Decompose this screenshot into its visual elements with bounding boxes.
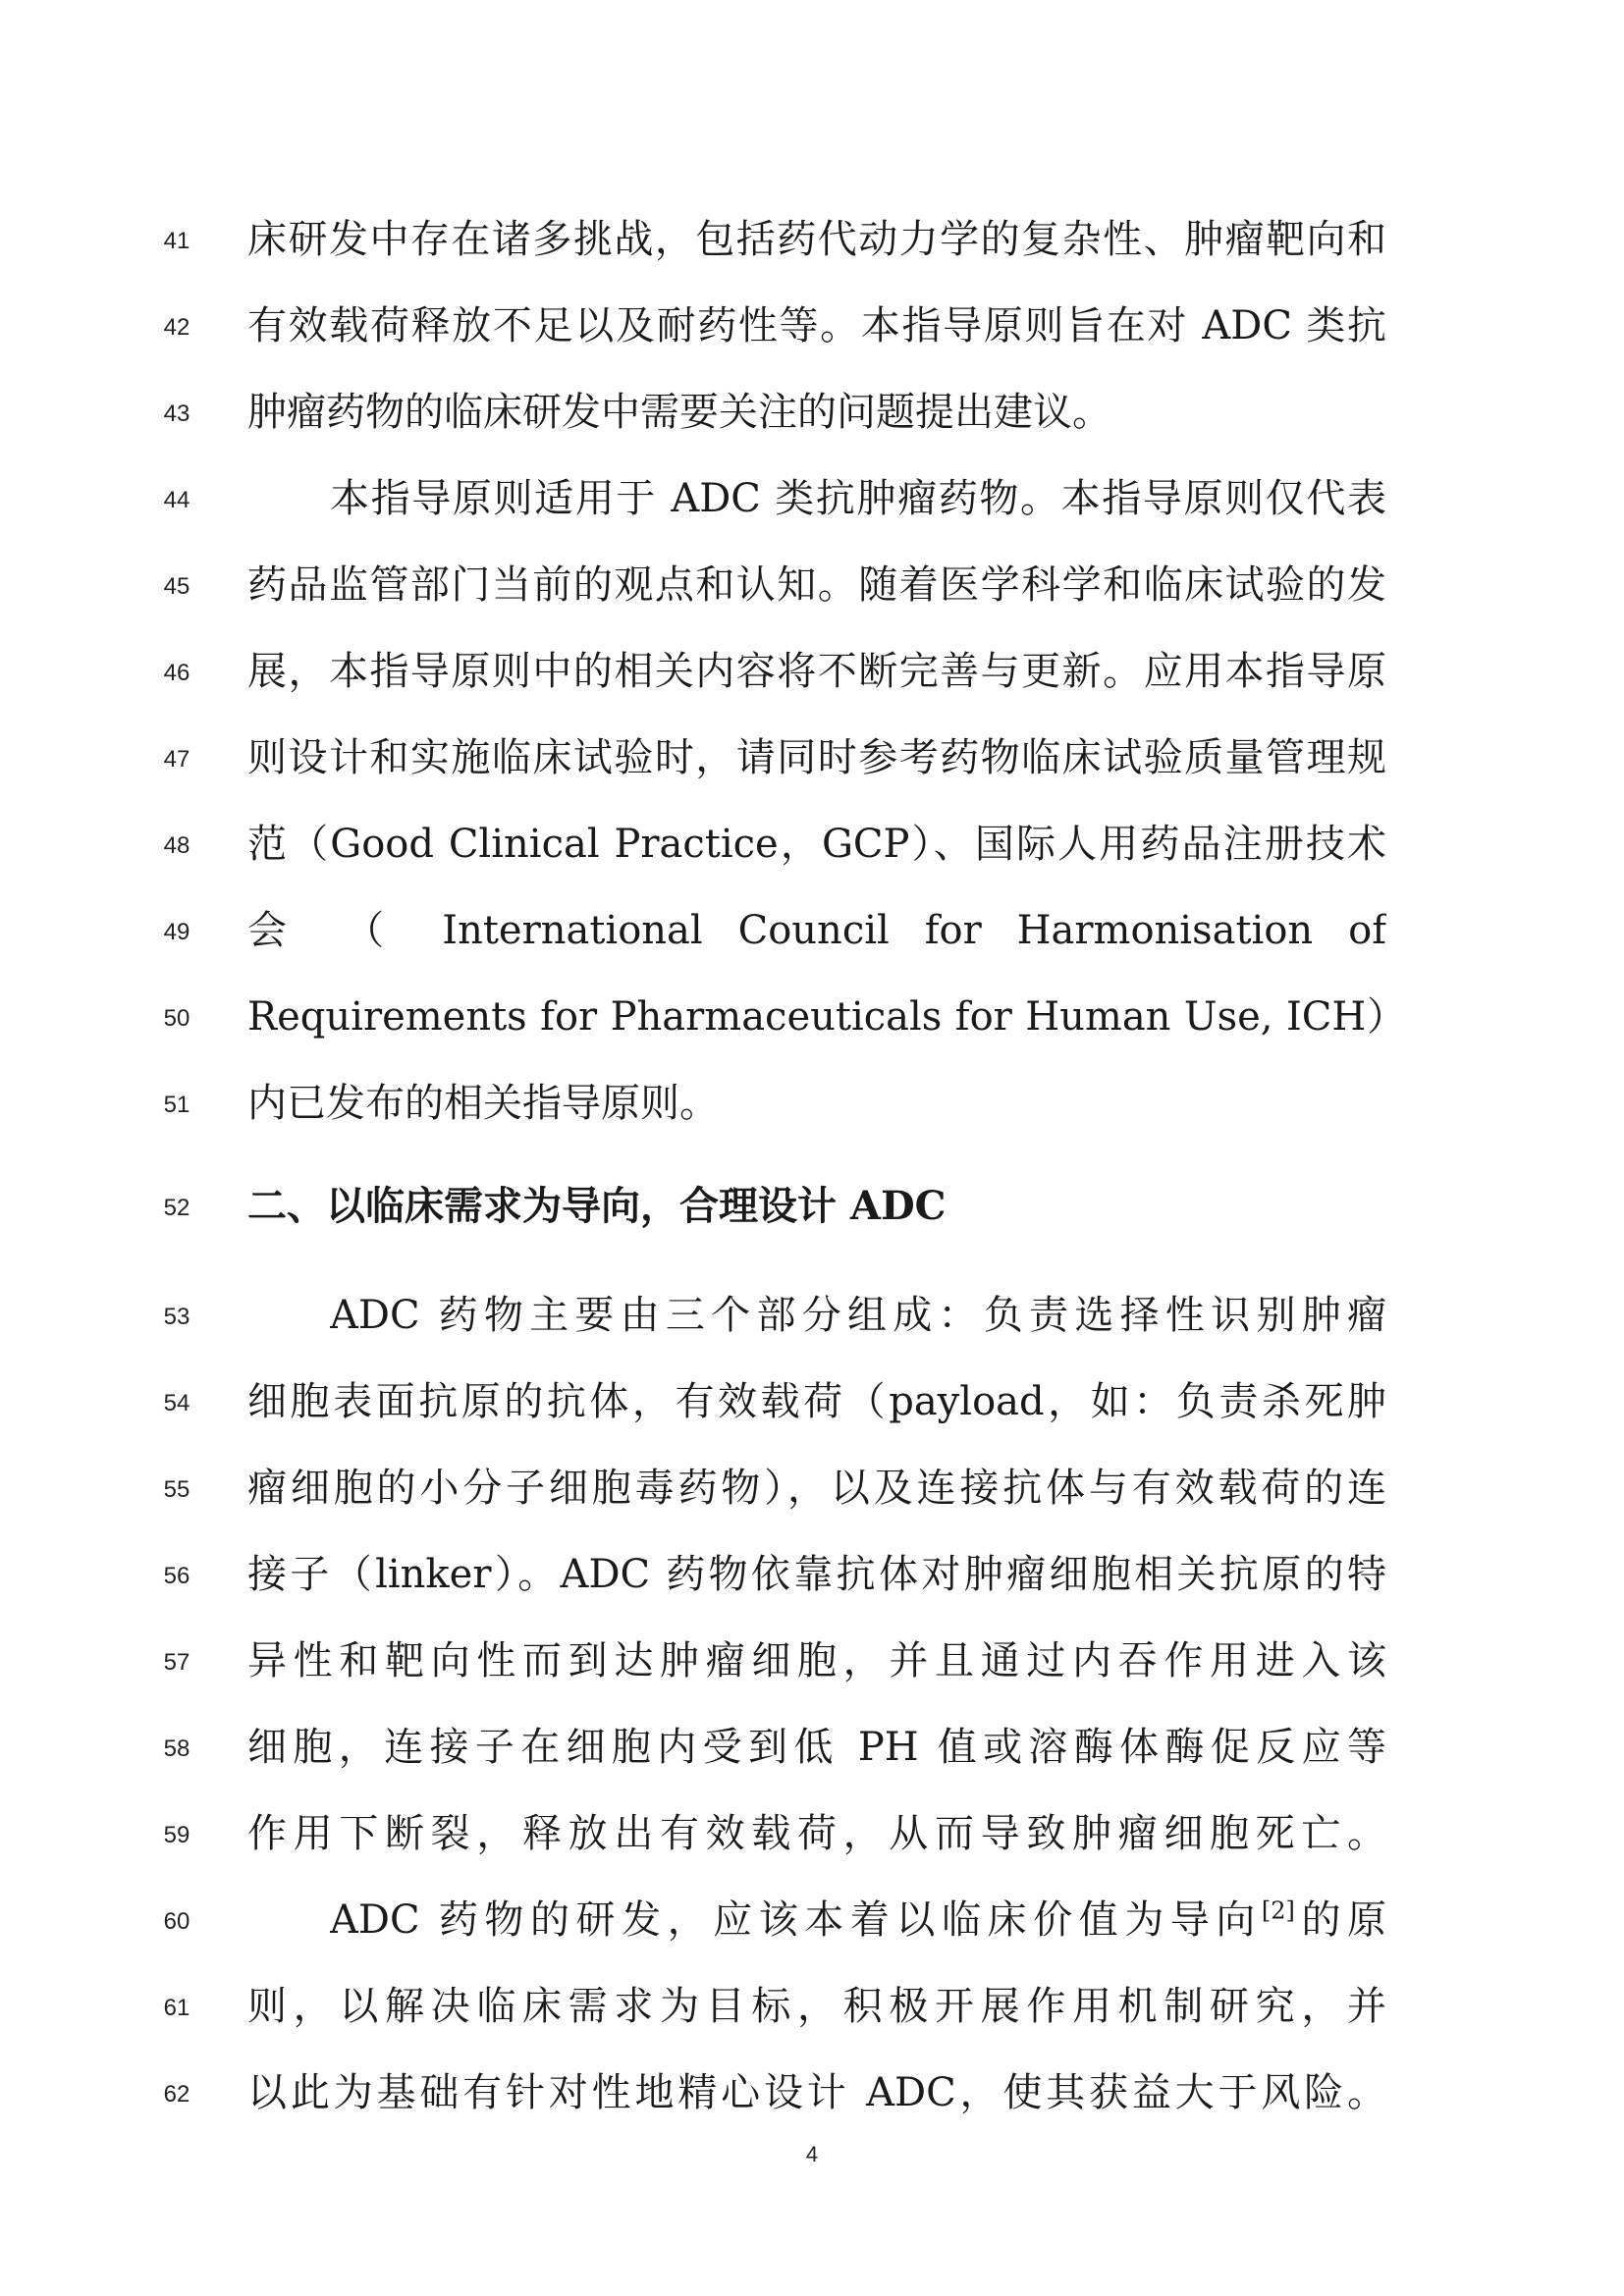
line-number: 50 — [163, 1005, 190, 1032]
line-text-part: ADC 药物的研发，应该本着以临床价值为导向 — [330, 1897, 1262, 1943]
line-number: 58 — [163, 1735, 190, 1762]
text-line — [0, 988, 1624, 1046]
line-number: 61 — [163, 1995, 190, 2021]
line-number: 54 — [163, 1390, 190, 1416]
line-text: 以此为基础有针对性地精心设计 ADC，使其获益大于风险。 — [247, 2070, 1386, 2115]
line-number: 57 — [163, 1649, 190, 1676]
line-text: 展，本指导原则中的相关内容将不断完善与更新。应用本指导原 — [247, 649, 1386, 694]
page-number: 4 — [805, 2142, 819, 2166]
line-text: 床研发中存在诸多挑战，包括药代动力学的复杂性、肿瘤靶向和 — [247, 217, 1386, 262]
text-line — [0, 1804, 1624, 1863]
line-text: 细胞，连接子在细胞内受到低 PH 值或溶酶体酶促反应等 — [247, 1725, 1386, 1770]
line-text: 会 （ International Council for Harmonisation of — [247, 908, 1386, 953]
section-heading-line — [0, 1177, 1624, 1236]
line-number: 55 — [163, 1476, 190, 1503]
line-text-part: 的原 — [1294, 1897, 1386, 1943]
text-line — [0, 1459, 1624, 1518]
text-line — [0, 469, 1624, 528]
line-text: 异性和靶向性而到达肿瘤细胞，并且通过内吞作用进入该 — [247, 1638, 1386, 1683]
line-text: 细胞表面抗原的抗体，有效载荷（payload，如：负责杀死肿 — [247, 1379, 1386, 1424]
line-text: 则，以解决临床需求为目标，积极开展作用机制研究，并 — [247, 1984, 1386, 2029]
line-text: 瘤细胞的小分子细胞毒药物），以及连接抗体与有效载荷的连 — [247, 1466, 1386, 1511]
section-heading: 二、以临床需求为导向，合理设计 ADC — [247, 1183, 947, 1229]
text-line — [0, 210, 1624, 269]
text-line — [0, 642, 1624, 701]
line-text: Requirements for Pharmaceuticals for Human Use, ICH） — [247, 994, 1386, 1040]
line-text: 则设计和实施临床试验时，请同时参考药物临床试验质量管理规 — [247, 735, 1386, 780]
line-number: 44 — [163, 487, 190, 513]
line-number: 59 — [163, 1822, 190, 1848]
text-line — [0, 383, 1624, 442]
line-text: 范（Good Clinical Practice，GCP）、国际人用药品注册技术 — [247, 822, 1386, 867]
line-number: 51 — [163, 1092, 190, 1118]
line-number: 62 — [163, 2081, 190, 2108]
line-number: 52 — [163, 1195, 190, 1221]
text-line — [0, 1286, 1624, 1345]
line-number: 46 — [163, 660, 190, 686]
text-line — [0, 296, 1624, 355]
line-text: 接子（linker）。ADC 药物依靠抗体对肿瘤细胞相关抗原的特 — [247, 1552, 1386, 1597]
text-line — [0, 815, 1624, 874]
text-line — [0, 901, 1624, 960]
text-line — [0, 1891, 1624, 1949]
text-line — [0, 2063, 1624, 2122]
text-line — [0, 1372, 1624, 1431]
line-number: 56 — [163, 1563, 190, 1589]
text-line — [0, 1718, 1624, 1777]
line-number: 60 — [163, 1908, 190, 1935]
line-number: 43 — [163, 400, 190, 427]
line-text: 内已发布的相关指导原则。 — [247, 1081, 719, 1126]
text-line — [0, 1074, 1624, 1133]
line-text: 作用下断裂，释放出有效载荷，从而导致肿瘤细胞死亡。 — [247, 1811, 1386, 1856]
line-number: 53 — [163, 1304, 190, 1330]
line-number: 49 — [163, 919, 190, 945]
text-line — [0, 1631, 1624, 1690]
text-line — [0, 728, 1624, 787]
citation-superscript: [2] — [1261, 1896, 1295, 1925]
line-text: 药品监管部门当前的观点和认知。随着医学科学和临床试验的发 — [247, 562, 1386, 608]
text-line — [0, 1545, 1624, 1604]
line-text: 肿瘤药物的临床研发中需要关注的问题提出建议。 — [247, 390, 1111, 435]
line-text: 有效载荷释放不足以及耐药性等。本指导原则旨在对 ADC 类抗 — [247, 303, 1386, 348]
line-number: 45 — [163, 573, 190, 600]
text-line — [0, 556, 1624, 614]
line-number: 47 — [163, 746, 190, 773]
line-number: 42 — [163, 314, 190, 341]
line-number: 41 — [163, 228, 190, 254]
line-number: 48 — [163, 832, 190, 859]
line-text — [330, 1891, 1386, 1949]
line-text: 本指导原则适用于 ADC 类抗肿瘤药物。本指导原则仅代表 — [330, 476, 1386, 521]
text-line — [0, 1977, 1624, 2036]
line-text: ADC 药物主要由三个部分组成：负责选择性识别肿瘤 — [330, 1293, 1386, 1338]
